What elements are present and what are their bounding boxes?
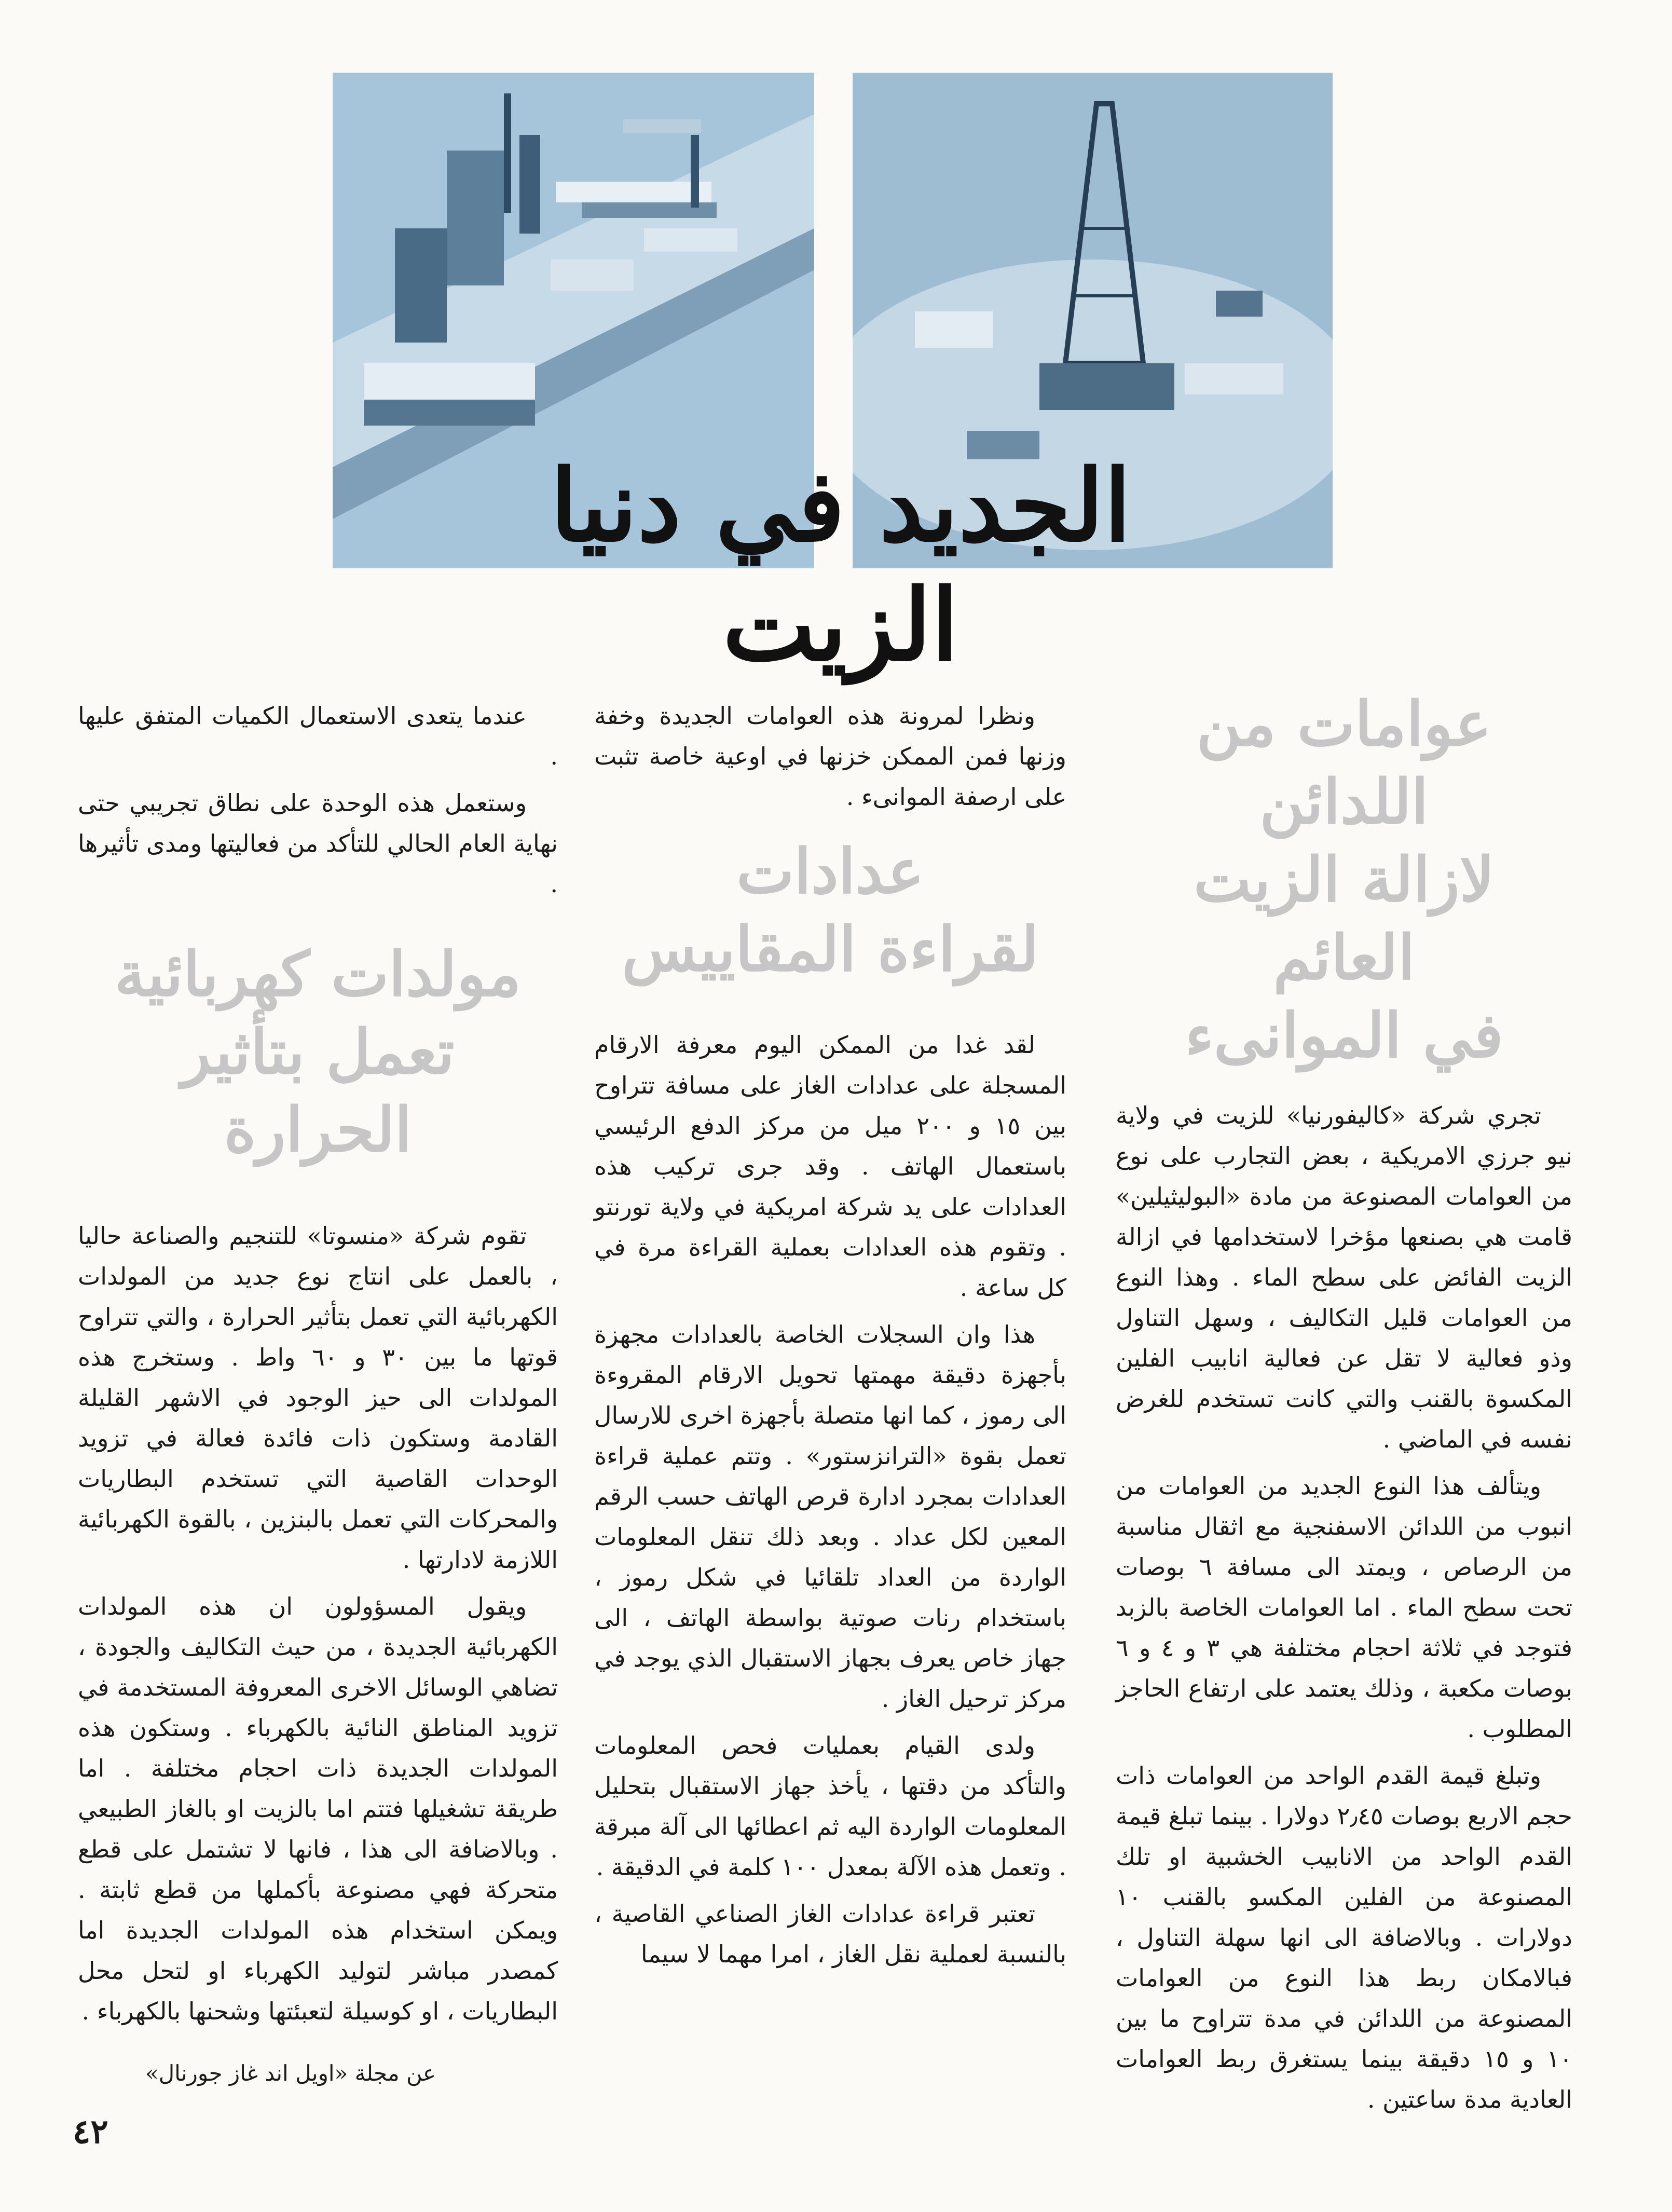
article-oil-booms: [1116, 685, 1572, 2126]
article-paragraph: ونظرا لمرونة هذه العوامات الجديدة وخفة وزنها فمن الممكن خزنها في اوعية خاصة تثبت على ارصفة الموانىء .: [594, 702, 1066, 811]
heading-line: عدادات: [736, 835, 924, 907]
article-paragraph: عندما يتعدى الاستعمال الكميات المتفق عليها .: [78, 702, 558, 770]
article-paragraph: ويتألف هذا النوع الجديد من العوامات من انبوب من اللدائن الاسفنجية مع اثقال مناسبة من الرصاص ، ويمتد الى مسافة ٦ بوصات تحت سطح الماء . اما العوامات الخاصة بالزبد فتوجد في ثلاثة احجام مختلفة هي ٣ و ٤ و ٦ بوصات مكعبة ، وذلك يعتمد على ارتفاع الحاجز المطلوب .: [1116, 1472, 1573, 1743]
article-heading: [1116, 685, 1572, 1074]
page-banner-title: الجديد في دنيا الزيت: [550, 448, 1131, 683]
article-paragraph: وستعمل هذه الوحدة على نطاق تجريبي حتى نهاية العام الحالي للتأكد من فعاليتها ومدى تأثيرها .: [78, 789, 558, 898]
article-paragraph: تعتبر قراءة عدادات الغاز الصناعي القاصية ، بالنسبة لعملية نقل الغاز ، امرا مهما لا سيما: [594, 1900, 1066, 1968]
article-paragraph: وتبلغ قيمة القدم الواحد من العوامات ذات حجم الاربع بوصات ٢٫٤٥ دولارا . بينما تبلغ قيمة القدم الواحد من الانابيب الخشبية او تلك المصنوعة من الفلين المكسو بالقنب ١٠ دولارات . وبالاضافة الى انها سهلة التناول ، فبالامكان ربط هذا النوع من العوامات المصنوعة من اللدائن في مدة تتراوح ما بين ١٠ و ١٥ دقيقة بينما يستغرق ربط العوامات العادية مدة ساعتين .: [1116, 1762, 1572, 2113]
heading-line: مولدات كهربائية: [114, 938, 522, 1010]
heading-line: عوامات من اللدائن: [1196, 688, 1492, 838]
article-paragraph: هذا وان السجلات الخاصة بالعدادات مجهزة بأجهزة دقيقة مهمتها تحويل الارقام المقروءة الى رموز ، كما انها متصلة بأجهزة اخرى للارسال تعمل بقوة «الترانزستور» . وتتم عملية قراءة العدادات بمجرد ادارة قرص الهاتف حسب الرقم المعين لكل عداد . وبعد ذلك تنقل المعلومات الواردة من العداد تلقائيا في شكل رموز ، باستخدام رنات صوتية بواسطة الهاتف ، الى جهاز خاص يعرف بجهاز الاستقبال الذي يوجد في مركز ترحيل الغاز .: [594, 1320, 1067, 1713]
article-paragraph: تجري شركة «كاليفورنيا» للزيت في ولاية نيو جرزي الامريكية ، بعض التجارب على نوع من العوامات المصنوعة من مادة «البوليثيلين» قامت هي بصنعها مؤخرا لاستخدامها في ازالة الزيت الفائض على سطح الماء . وهذا النوع من العوامات قليل التكاليف ، وسهل التناول وذو فعالية لا تقل عن فعالية انابيب الفلين المكسوة بالقنب والتي كانت تستخدم للغرض نفسه في الماضي .: [1116, 1101, 1572, 1453]
article-paragraph: ولدى القيام بعمليات فحص المعلومات والتأكد من دقتها ، يأخذ جهاز الاستقبال بتحليل المعلومات الواردة اليه ثم اعطائها الى آلة مبرقة . وتعمل هذه الآلة بمعدل ١٠٠ كلمة في الدقيقة .: [594, 1731, 1066, 1881]
heading-line: لازالة الزيت العائم: [1194, 843, 1495, 993]
article-paragraph: ويقول المسؤولون ان هذه المولدات الكهربائية الجديدة ، من حيث التكاليف والجودة ، تضاهي الوسائل الاخرى المعروفة المستخدمة في تزويد المناطق النائية بالكهرباء . وستكون هذه المولدات الجديدة ذات احجام مختلفة . اما طريقة تشغيلها فتتم اما بالزيت او بالغاز الطبيعي . وبالاضافة الى هذا ، فانها لا تشتمل على قطع متحركة فهي مصنوعة بأكملها من قطع ثابتة . ويمكن استخدام هذه المولدات الجديدة اما كمصدر مباشر لتوليد الكهرباء او لتحل محل البطاريات ، او كوسيلة لتعبئتها وشحنها بالكهرباء .: [78, 1592, 558, 2025]
article-thermal-generators: [78, 695, 558, 2038]
heading-line: تعمل بتأثير الحرارة: [181, 1016, 455, 1166]
article-paragraph: لقد غدا من الممكن اليوم معرفة الارقام المسجلة على عدادات الغاز على مسافة تتراوح بين ١٥ و ٢٠٠ ميل من مركز الدفع الرئيسي باستعمال الهاتف . وقد جرى تركيب هذه العدادات على يد شركة امريكية في ولاية تورنتو . وتقوم هذه العدادات بعملية القراءة مرة في كل ساعة .: [594, 1031, 1066, 1302]
article-heading: [594, 832, 1066, 988]
heading-line: لقراءة المقاييس: [622, 913, 1039, 985]
heading-line: في الموانىء: [1185, 999, 1503, 1071]
article-heading: [78, 935, 558, 1169]
page-number: ٤٢: [73, 2112, 108, 2151]
article-paragraph: تقوم شركة «منسوتا» للتنجيم والصناعة حاليا ، بالعمل على انتاج نوع جديد من المولدات الكهربائية التي تعمل بتأثير الحرارة ، والتي تتراوح قوتها ما بين ٣٠ و ٦٠ واط . وستخرج هذه المولدات الى حيز الوجود في الاشهر القليلة القادمة وستكون ذات فائدة فعالة في تزويد الوحدات القاصية التي تستخدم البطاريات والمحركات التي تعمل بالبنزين ، بالقوة الكهربائية اللازمة لادارتها .: [78, 1222, 558, 1574]
article-gas-meters: [594, 695, 1066, 1981]
source-citation: عن مجلة «اويل اند غاز جورنال»: [145, 2060, 436, 2086]
